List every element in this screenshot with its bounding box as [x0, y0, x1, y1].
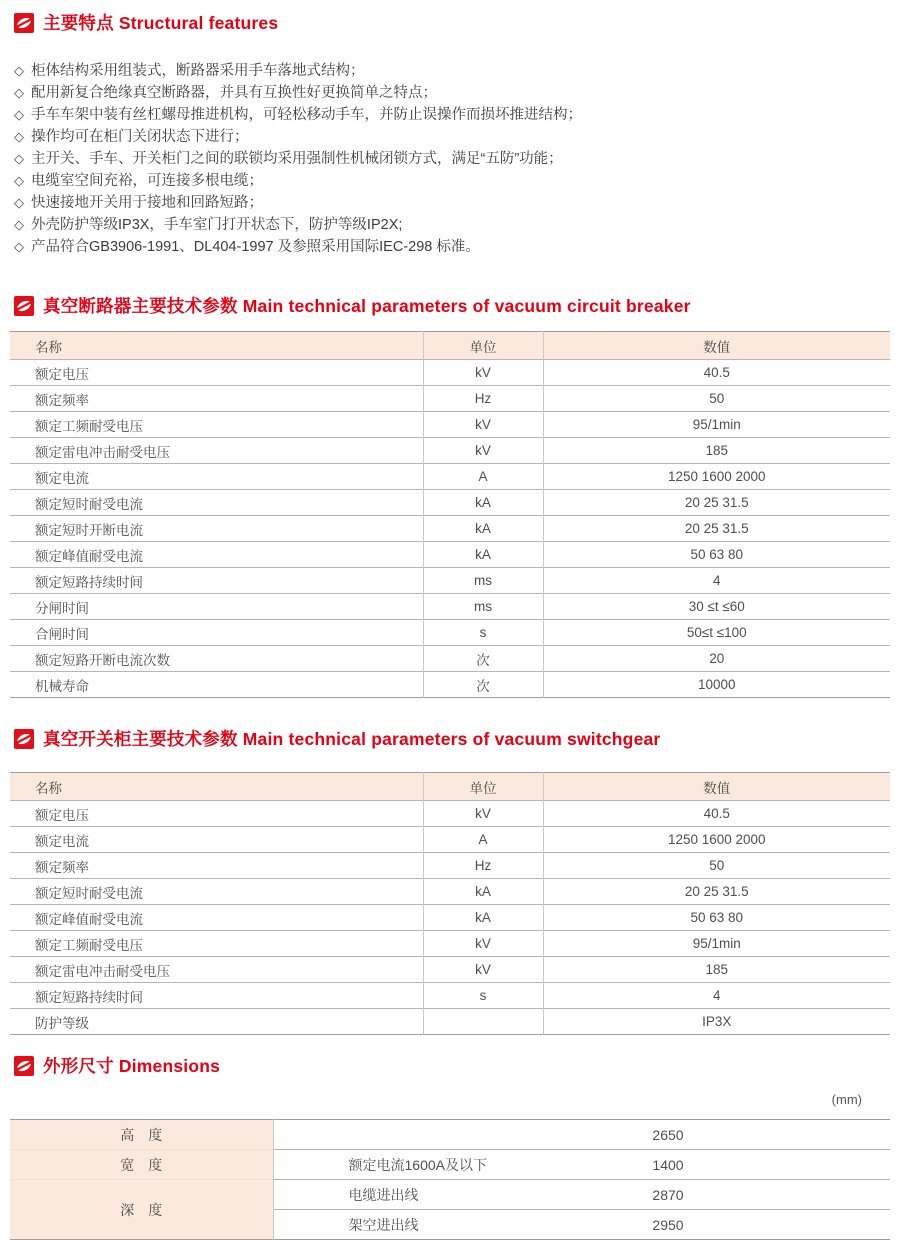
dimensions-table	[10, 1119, 890, 1240]
features-list	[0, 60, 900, 258]
empty-cell	[813, 1180, 890, 1210]
dimension-value: 1400	[523, 1150, 813, 1180]
table-row	[10, 879, 890, 905]
feature-text: 柜体结构采用组装式，断路器采用手车落地式结构；	[31, 63, 365, 79]
dimension-label: 深 度	[10, 1180, 273, 1240]
param-value: IP3X	[543, 1009, 890, 1035]
param-unit: Hz	[423, 386, 543, 412]
feature-text: 电缆室空间充裕，可连接多根电缆；	[31, 173, 263, 189]
param-unit: s	[423, 983, 543, 1009]
section-header-dimensions	[14, 1053, 900, 1078]
table-row	[10, 853, 890, 879]
param-name: 额定峰值耐受电流	[10, 905, 423, 931]
brand-logo-icon	[14, 296, 34, 316]
param-name: 分闸时间	[10, 594, 423, 620]
table-row	[10, 386, 890, 412]
table-row	[10, 568, 890, 594]
param-unit: kA	[423, 542, 543, 568]
table-row	[10, 801, 890, 827]
brand-logo-icon	[14, 13, 34, 33]
table-row	[10, 957, 890, 983]
param-unit: kV	[423, 801, 543, 827]
param-unit: kA	[423, 516, 543, 542]
feature-text: 产品符合GB3906-1991、DL404-1997 及参照采用国际IEC-298 标准。	[31, 239, 480, 255]
param-unit: s	[423, 620, 543, 646]
section-title-en: Structural features	[118, 13, 279, 33]
param-value: 50 63 80	[543, 905, 890, 931]
param-name: 额定短路持续时间	[10, 983, 423, 1009]
table-row	[10, 542, 890, 568]
table-row	[10, 646, 890, 672]
feature-item	[14, 170, 900, 192]
table-row	[10, 360, 890, 386]
diamond-bullet-icon: ◇	[14, 129, 24, 144]
dimension-label: 宽 度	[10, 1150, 273, 1180]
param-name: 额定短时耐受电流	[10, 490, 423, 516]
param-value: 1250 1600 2000	[543, 464, 890, 490]
param-unit: 次	[423, 672, 543, 698]
param-name: 防护等级	[10, 1009, 423, 1035]
param-value: 185	[543, 957, 890, 983]
param-name: 额定电压	[10, 360, 423, 386]
param-name: 额定工频耐受电压	[10, 931, 423, 957]
section-title-zh: 外形尺寸	[43, 1056, 114, 1076]
section-title-en: Main technical parameters of vacuum circuit breaker	[242, 296, 691, 316]
section-title-zh: 真空开关柜主要技术参数	[43, 729, 238, 749]
dimension-value: 2650	[652, 1126, 684, 1143]
param-value: 4	[543, 568, 890, 594]
diamond-bullet-icon: ◇	[14, 107, 24, 122]
table-row	[10, 983, 890, 1009]
param-name: 额定雷电冲击耐受电压	[10, 957, 423, 983]
column-header-unit: 单位	[423, 773, 543, 801]
section-title-en: Main technical parameters of vacuum switchgear	[242, 729, 661, 749]
section-title	[43, 726, 660, 751]
param-name: 额定短时耐受电流	[10, 879, 423, 905]
param-unit: ms	[423, 594, 543, 620]
param-value: 50 63 80	[543, 542, 890, 568]
table-row	[10, 1150, 890, 1180]
param-unit: A	[423, 827, 543, 853]
param-value: 10000	[543, 672, 890, 698]
diamond-bullet-icon: ◇	[14, 63, 24, 78]
table-row	[10, 594, 890, 620]
param-value: 20 25 31.5	[543, 490, 890, 516]
feature-text: 配用新复合绝缘真空断路器，并具有互换性好更换简单之特点；	[31, 85, 437, 101]
param-name: 额定频率	[10, 386, 423, 412]
feature-text: 快速接地开关用于接地和回路短路；	[31, 195, 263, 211]
feature-item	[14, 192, 900, 214]
dimension-sublabel: 额定电流1600A及以下	[273, 1150, 523, 1180]
param-value: 95/1min	[543, 931, 890, 957]
table-row	[10, 412, 890, 438]
param-name: 额定电流	[10, 464, 423, 490]
param-unit: 次	[423, 646, 543, 672]
section-header-switchgear	[14, 726, 900, 751]
column-header-value: 数值	[543, 773, 890, 801]
param-value: 20 25 31.5	[543, 879, 890, 905]
param-value: 50≤t ≤100	[543, 620, 890, 646]
param-value: 185	[543, 438, 890, 464]
param-value: 30 ≤t ≤60	[543, 594, 890, 620]
dimension-sublabel: 架空进出线	[273, 1210, 523, 1240]
table-row	[10, 490, 890, 516]
param-name: 合闸时间	[10, 620, 423, 646]
param-name: 额定电流	[10, 827, 423, 853]
table-row	[10, 672, 890, 698]
param-value: 50	[543, 853, 890, 879]
section-title-zh: 真空断路器主要技术参数	[43, 296, 238, 316]
param-value: 95/1min	[543, 412, 890, 438]
table-header-row	[10, 332, 890, 360]
feature-item	[14, 148, 900, 170]
dimension-sublabel: 电缆进出线	[273, 1180, 523, 1210]
section-title-zh: 主要特点	[43, 13, 114, 33]
unit-note: (mm)	[831, 1092, 862, 1107]
feature-item	[14, 126, 900, 148]
section-title	[43, 293, 691, 318]
param-unit: Hz	[423, 853, 543, 879]
table-row	[10, 827, 890, 853]
param-unit: kV	[423, 360, 543, 386]
empty-cell	[813, 1210, 890, 1240]
param-name: 额定短时开断电流	[10, 516, 423, 542]
diamond-bullet-icon: ◇	[14, 85, 24, 100]
diamond-bullet-icon: ◇	[14, 217, 24, 232]
table-row	[10, 438, 890, 464]
param-name: 额定电压	[10, 801, 423, 827]
param-name: 额定短路持续时间	[10, 568, 423, 594]
column-header-name: 名称	[10, 773, 423, 801]
breaker-parameters-table	[10, 331, 890, 698]
param-value: 20 25 31.5	[543, 516, 890, 542]
table-row	[10, 1120, 890, 1150]
section-title	[43, 1053, 220, 1078]
feature-item	[14, 60, 900, 82]
param-unit: kA	[423, 879, 543, 905]
param-unit: ms	[423, 568, 543, 594]
feature-text: 手车车架中装有丝杠螺母推进机构，可轻松移动手车，并防止误操作而损坏推进结构；	[31, 107, 582, 123]
dimension-value: 2950	[523, 1210, 813, 1240]
param-value: 40.5	[543, 360, 890, 386]
feature-text: 主开关、手车、开关柜门之间的联锁均采用强制性机械闭锁方式，满足“五防”功能；	[31, 151, 563, 167]
param-name: 额定工频耐受电压	[10, 412, 423, 438]
switchgear-parameters-table	[10, 772, 890, 1035]
param-unit: kV	[423, 412, 543, 438]
table-row	[10, 905, 890, 931]
table-row	[10, 931, 890, 957]
param-value: 50	[543, 386, 890, 412]
param-unit: kV	[423, 931, 543, 957]
dimension-label: 高 度	[10, 1120, 273, 1150]
param-unit: kV	[423, 438, 543, 464]
param-name: 额定雷电冲击耐受电压	[10, 438, 423, 464]
param-unit: kA	[423, 490, 543, 516]
param-name: 额定峰值耐受电流	[10, 542, 423, 568]
param-name: 机械寿命	[10, 672, 423, 698]
diamond-bullet-icon: ◇	[14, 151, 24, 166]
section-title	[43, 10, 278, 35]
column-header-name: 名称	[10, 332, 423, 360]
section-header-breaker	[14, 293, 900, 318]
empty-cell	[813, 1150, 890, 1180]
param-value: 40.5	[543, 801, 890, 827]
feature-item	[14, 214, 900, 236]
feature-text: 操作均可在柜门关闭状态下进行；	[31, 129, 249, 145]
param-unit	[423, 1009, 543, 1035]
table-row	[10, 464, 890, 490]
feature-item	[14, 104, 900, 126]
table-row	[10, 516, 890, 542]
param-unit: kA	[423, 905, 543, 931]
param-unit: A	[423, 464, 543, 490]
dimension-sublabel	[273, 1120, 523, 1150]
param-value: 20	[543, 646, 890, 672]
diamond-bullet-icon: ◇	[14, 173, 24, 188]
param-name: 额定频率	[10, 853, 423, 879]
feature-item	[14, 236, 900, 258]
feature-text: 外壳防护等级IP3X，手车室门打开状态下，防护等级IP2X;	[31, 217, 403, 233]
empty-cell	[813, 1120, 890, 1150]
dimension-value: 2870	[523, 1180, 813, 1210]
diamond-bullet-icon: ◇	[14, 195, 24, 210]
section-title-en: Dimensions	[118, 1056, 221, 1076]
table-row	[10, 1180, 890, 1210]
brand-logo-icon	[14, 1056, 34, 1076]
param-unit: kV	[423, 957, 543, 983]
column-header-value: 数值	[543, 332, 890, 360]
table-row	[10, 620, 890, 646]
feature-item	[14, 82, 900, 104]
brand-logo-icon	[14, 729, 34, 749]
param-value: 1250 1600 2000	[543, 827, 890, 853]
param-value: 4	[543, 983, 890, 1009]
column-header-unit: 单位	[423, 332, 543, 360]
table-row	[10, 1009, 890, 1035]
diamond-bullet-icon: ◇	[14, 239, 24, 254]
param-name: 额定短路开断电流次数	[10, 646, 423, 672]
table-header-row	[10, 773, 890, 801]
section-header-features	[14, 10, 900, 35]
